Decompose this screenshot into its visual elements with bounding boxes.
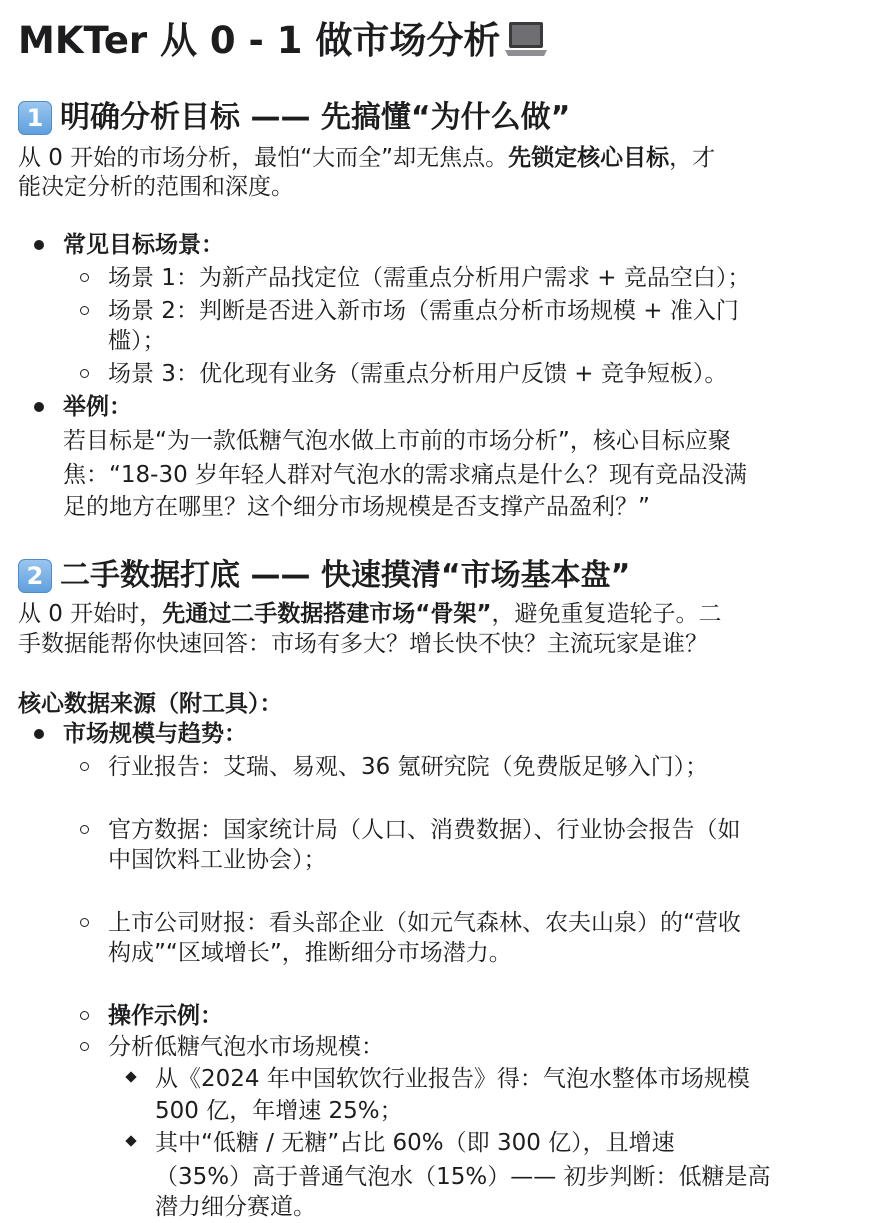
section2-heading-text: 二手数据打底 —— 快速摸清“市场基本盘”: [60, 558, 631, 593]
bullet-circle-icon: [80, 1011, 89, 1020]
intro-emphasis: 先通过二手数据搭建市场“骨架”: [162, 601, 492, 627]
title-text: MKTer 从 0 - 1 做市场分析: [18, 19, 501, 62]
trend-label: 市场规模与趋势：: [63, 721, 247, 747]
intro-text: ，才: [669, 145, 716, 171]
bullet-dot-icon: [34, 729, 44, 739]
section2-heading: [18, 556, 630, 596]
sub-list-item-continued: 潜力细分赛道。: [155, 1194, 316, 1220]
sub-list-item: 其中“低糖 / 无糖”占比 60%（即 300 亿），且增速: [155, 1130, 675, 1156]
section2-intro-line2: 手数据能帮你快速回答：市场有多大？增长快不快？主流玩家是谁？: [18, 631, 708, 657]
bullet-circle-icon: [80, 918, 89, 927]
list-item: 行业报告：艾瑞、易观、36 氪研究院（免费版足够入门）；: [108, 754, 709, 780]
section2-intro-line1: [18, 598, 722, 630]
intro-text: 从 0 开始的市场分析，最怕“大而全”却无焦点。: [18, 145, 509, 171]
list-item: 上市公司财报：看头部企业（如元气森林、农夫山泉）的“营收: [108, 910, 741, 936]
bullet-circle-icon: [80, 273, 89, 282]
intro-emphasis: 先锁定核心目标: [508, 145, 670, 171]
op-example-label: 操作示例：: [108, 1003, 223, 1029]
sub-list-item-continued: 500 亿，年增速 25%；: [155, 1098, 403, 1124]
bullet-diamond-icon: [125, 1135, 136, 1146]
list-item-continued: 构成”“区域增长”，推断细分市场潜力。: [108, 940, 512, 966]
bullet-circle-icon: [80, 1042, 89, 1051]
bullet-diamond-icon: [125, 1071, 136, 1082]
section1-intro-line1: [18, 142, 715, 174]
bullet-dot-icon: [34, 402, 44, 412]
section1-heading-text: 明确分析目标 —— 先搞懂“为什么做”: [60, 100, 571, 135]
intro-text: 从 0 开始时，: [18, 601, 163, 627]
list-item-continued: 槛）；: [108, 328, 166, 354]
bullet-circle-icon: [80, 369, 89, 378]
example-line: 若目标是“为一款低糖气泡水做上市前的市场分析”，核心目标应聚: [63, 428, 731, 454]
analysis-label: 分析低糖气泡水市场规模：: [108, 1034, 384, 1060]
section1-intro-line2: 能决定分析的范围和深度。: [18, 174, 294, 200]
bullet-circle-icon: [80, 762, 89, 771]
scenes-label: 常见目标场景：: [63, 232, 224, 258]
list-item: 场景 2：判断是否进入新市场（需重点分析市场规模 + 准入门: [108, 298, 739, 324]
intro-text: ，避免重复造轮子。二: [491, 601, 722, 627]
sub-list-item: 从《2024 年中国软饮行业报告》得：气泡水整体市场规模: [155, 1066, 750, 1092]
sub-list-item-continued: （35%）高于普通气泡水（15%）—— 初步判断：低糖是高: [155, 1164, 771, 1190]
bullet-circle-icon: [80, 825, 89, 834]
laptop-icon: [504, 20, 548, 58]
list-item-continued: 中国饮料工业协会）；: [108, 847, 327, 873]
list-item: 场景 3：优化现有业务（需重点分析用户反馈 + 竞争短板）。: [108, 361, 728, 387]
bullet-dot-icon: [34, 240, 44, 250]
keycap-1-icon: 1: [18, 101, 52, 135]
list-item: 场景 1：为新产品找定位（需重点分析用户需求 + 竞品空白）；: [108, 265, 751, 291]
example-label: 举例：: [63, 394, 132, 420]
example-line: 足的地方在哪里？这个细分市场规模是否支撑产品盈利？”: [63, 494, 650, 520]
page-title: [18, 18, 548, 64]
section1-heading: [18, 98, 570, 138]
bullet-circle-icon: [80, 306, 89, 315]
example-line: 焦：“18-30 岁年轻人群对气泡水的需求痛点是什么？现有竞品没满: [63, 462, 748, 488]
list-item: 官方数据：国家统计局（人口、消费数据）、行业协会报告（如: [108, 817, 741, 843]
keycap-2-icon: 2: [18, 559, 52, 593]
sources-label: 核心数据来源（附工具）：: [18, 691, 283, 717]
